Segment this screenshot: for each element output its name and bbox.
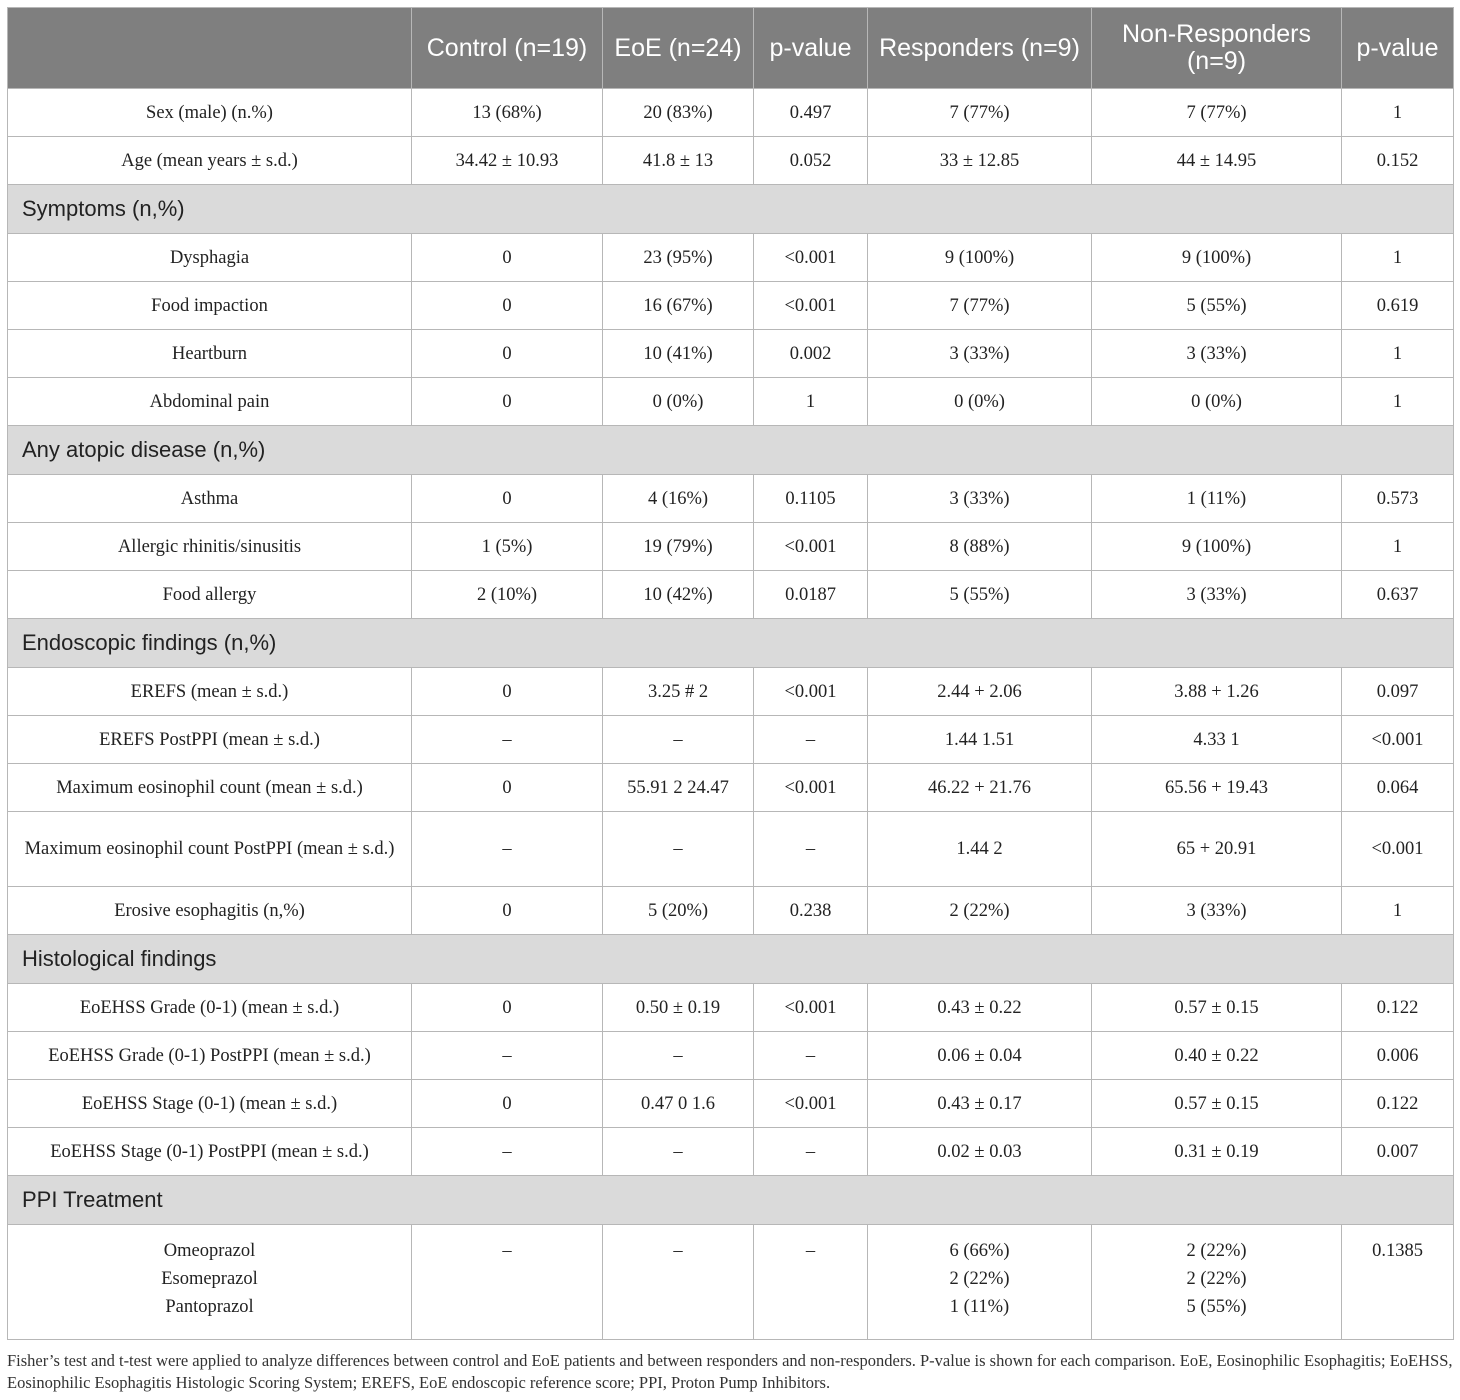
cell-p-value-1: 0.052 bbox=[754, 137, 868, 185]
cell-p-value-2: 0.637 bbox=[1342, 571, 1454, 619]
cell-p-value-2: 0.619 bbox=[1342, 282, 1454, 330]
table-row bbox=[8, 234, 1454, 282]
row-label: Food impaction bbox=[8, 282, 412, 330]
cell-eoe: – bbox=[603, 1032, 754, 1080]
cell-p-value-1: <0.001 bbox=[754, 984, 868, 1032]
cell-p-value-1: 0.0187 bbox=[754, 571, 868, 619]
cell-non-responders: 0 (0%) bbox=[1092, 378, 1342, 426]
section-title: Histological findings bbox=[8, 935, 1454, 984]
cell-control: 13 (68%) bbox=[412, 89, 603, 137]
table-row bbox=[8, 571, 1454, 619]
header-responders: Responders (n=9) bbox=[868, 8, 1092, 89]
cell-p-value-2: 1 bbox=[1342, 523, 1454, 571]
cell-eoe: – bbox=[603, 1225, 754, 1340]
cell-eoe: 20 (83%) bbox=[603, 89, 754, 137]
header-eoe: EoE (n=24) bbox=[603, 8, 754, 89]
header-control: Control (n=19) bbox=[412, 8, 603, 89]
cell-control: 0 bbox=[412, 887, 603, 935]
cell-eoe: 16 (67%) bbox=[603, 282, 754, 330]
cell-control: 2 (10%) bbox=[412, 571, 603, 619]
cell-eoe: – bbox=[603, 716, 754, 764]
table-row bbox=[8, 668, 1454, 716]
cell-non-responders: 3 (33%) bbox=[1092, 571, 1342, 619]
table-row bbox=[8, 1080, 1454, 1128]
row-label: EoEHSS Grade (0-1) (mean ± s.d.) bbox=[8, 984, 412, 1032]
cell-p-value-1: 0.002 bbox=[754, 330, 868, 378]
cell-non-responders: 3 (33%) bbox=[1092, 887, 1342, 935]
cell-responders: 0.06 ± 0.04 bbox=[868, 1032, 1092, 1080]
cell-eoe: 10 (42%) bbox=[603, 571, 754, 619]
row-label: Allergic rhinitis/sinusitis bbox=[8, 523, 412, 571]
cell-non-responders: 0.57 ± 0.15 bbox=[1092, 984, 1342, 1032]
cell-responders: 1.44 2 bbox=[868, 812, 1092, 887]
cell-p-value-2: 0.006 bbox=[1342, 1032, 1454, 1080]
table-footnote: Fisher’s test and t-test were applied to analyze differences between control and EoE patients and between responders and non-responders. P-value is shown for each comparison. EoE, Eosinophilic Esophagitis; EoEHSS, Eosinophilic Esophagitis Histologic Scoring System; EREFS, EoE endoscopic reference score; PPI, Proton Pump Inhibitors. bbox=[7, 1351, 1453, 1392]
header-empty bbox=[8, 8, 412, 89]
cell-control: – bbox=[412, 716, 603, 764]
row-label-line: Pantoprazol bbox=[165, 1297, 254, 1317]
cell-non-responders: 9 (100%) bbox=[1092, 523, 1342, 571]
row-label-line: Omeoprazol bbox=[163, 1241, 256, 1261]
cell-non-responders: 0.31 ± 0.19 bbox=[1092, 1128, 1342, 1176]
cell-responders: 7 (77%) bbox=[868, 89, 1092, 137]
cell-control: 1 (5%) bbox=[412, 523, 603, 571]
table-body bbox=[8, 89, 1454, 1340]
cell-p-value-2: 0.1385 bbox=[1342, 1225, 1454, 1340]
cell-responders: 9 (100%) bbox=[868, 234, 1092, 282]
cell-p-value-1: 0.238 bbox=[754, 887, 868, 935]
row-label: Asthma bbox=[8, 475, 412, 523]
cell-control: 0 bbox=[412, 330, 603, 378]
table-row bbox=[8, 282, 1454, 330]
cell-responders: 5 (55%) bbox=[868, 571, 1092, 619]
cell-eoe: 0.47 0 1.6 bbox=[603, 1080, 754, 1128]
cell-eoe: 23 (95%) bbox=[603, 234, 754, 282]
section-row bbox=[8, 935, 1454, 984]
section-row bbox=[8, 1176, 1454, 1225]
row-label: EoEHSS Stage (0-1) PostPPI (mean ± s.d.) bbox=[8, 1128, 412, 1176]
cell-responders: 3 (33%) bbox=[868, 330, 1092, 378]
cell-eoe: 10 (41%) bbox=[603, 330, 754, 378]
cell-responders-line: 6 (66%) bbox=[949, 1241, 1010, 1261]
cell-control: 34.42 ± 10.93 bbox=[412, 137, 603, 185]
cell-control: 0 bbox=[412, 1080, 603, 1128]
cell-p-value-2: 0.097 bbox=[1342, 668, 1454, 716]
cell-non-responders bbox=[1092, 1225, 1342, 1340]
row-label: Heartburn bbox=[8, 330, 412, 378]
table-row bbox=[8, 523, 1454, 571]
cell-responders: 8 (88%) bbox=[868, 523, 1092, 571]
cell-eoe: 55.91 2 24.47 bbox=[603, 764, 754, 812]
cell-p-value-2: 0.573 bbox=[1342, 475, 1454, 523]
cell-responders: 0.02 ± 0.03 bbox=[868, 1128, 1092, 1176]
section-row bbox=[8, 426, 1454, 475]
table-row bbox=[8, 716, 1454, 764]
section-title: Symptoms (n,%) bbox=[8, 185, 1454, 234]
table-row bbox=[8, 378, 1454, 426]
table-row bbox=[8, 887, 1454, 935]
cell-p-value-2: 0.122 bbox=[1342, 1080, 1454, 1128]
cell-responders: 0.43 ± 0.22 bbox=[868, 984, 1092, 1032]
row-label-line: Esomeprazol bbox=[161, 1269, 258, 1289]
cell-p-value-1: <0.001 bbox=[754, 668, 868, 716]
cell-responders: 46.22 + 21.76 bbox=[868, 764, 1092, 812]
row-label: Age (mean years ± s.d.) bbox=[8, 137, 412, 185]
cell-non-responders: 0.57 ± 0.15 bbox=[1092, 1080, 1342, 1128]
cell-control: – bbox=[412, 812, 603, 887]
cell-p-value-2: 1 bbox=[1342, 234, 1454, 282]
row-label: Abdominal pain bbox=[8, 378, 412, 426]
row-label: EoEHSS Stage (0-1) (mean ± s.d.) bbox=[8, 1080, 412, 1128]
cell-eoe: 0 (0%) bbox=[603, 378, 754, 426]
row-label: EREFS (mean ± s.d.) bbox=[8, 668, 412, 716]
cell-control: 0 bbox=[412, 378, 603, 426]
cell-responders: 3 (33%) bbox=[868, 475, 1092, 523]
row-label: Erosive esophagitis (n,%) bbox=[8, 887, 412, 935]
cell-control: – bbox=[412, 1128, 603, 1176]
table-row bbox=[8, 137, 1454, 185]
cell-p-value-2: 0.152 bbox=[1342, 137, 1454, 185]
cell-non-responders: 65 + 20.91 bbox=[1092, 812, 1342, 887]
cell-non-responders: 65.56 + 19.43 bbox=[1092, 764, 1342, 812]
cell-control: 0 bbox=[412, 984, 603, 1032]
row-label: Food allergy bbox=[8, 571, 412, 619]
cell-p-value-2: 1 bbox=[1342, 378, 1454, 426]
cell-non-responders: 1 (11%) bbox=[1092, 475, 1342, 523]
table-row bbox=[8, 984, 1454, 1032]
row-label: Maximum eosinophil count (mean ± s.d.) bbox=[8, 764, 412, 812]
cell-p-value-2: 0.064 bbox=[1342, 764, 1454, 812]
cell-responders: 1.44 1.51 bbox=[868, 716, 1092, 764]
table-row bbox=[8, 1128, 1454, 1176]
table-row bbox=[8, 1032, 1454, 1080]
cell-eoe: 0.50 ± 0.19 bbox=[603, 984, 754, 1032]
cell-responders: 2 (22%) bbox=[868, 887, 1092, 935]
cell-p-value-2: 1 bbox=[1342, 887, 1454, 935]
cell-non-responders-line: 2 (22%) bbox=[1186, 1241, 1247, 1261]
cell-eoe: 3.25 # 2 bbox=[603, 668, 754, 716]
cell-control: – bbox=[412, 1032, 603, 1080]
cell-p-value-1: <0.001 bbox=[754, 523, 868, 571]
table-row bbox=[8, 764, 1454, 812]
cell-eoe: – bbox=[603, 1128, 754, 1176]
table-row bbox=[8, 475, 1454, 523]
cell-non-responders: 9 (100%) bbox=[1092, 234, 1342, 282]
cell-p-value-1: <0.001 bbox=[754, 282, 868, 330]
cell-responders: 0.43 ± 0.17 bbox=[868, 1080, 1092, 1128]
cell-p-value-1: – bbox=[754, 1128, 868, 1176]
cell-non-responders: 5 (55%) bbox=[1092, 282, 1342, 330]
cell-non-responders: 44 ± 14.95 bbox=[1092, 137, 1342, 185]
cell-control: 0 bbox=[412, 282, 603, 330]
cell-p-value-2: 0.122 bbox=[1342, 984, 1454, 1032]
cell-control: 0 bbox=[412, 764, 603, 812]
cell-responders: 2.44 + 2.06 bbox=[868, 668, 1092, 716]
table-row bbox=[8, 1225, 1454, 1340]
cell-p-value-2: <0.001 bbox=[1342, 812, 1454, 887]
row-label: Dysphagia bbox=[8, 234, 412, 282]
row-label: EREFS PostPPI (mean ± s.d.) bbox=[8, 716, 412, 764]
section-title: Any atopic disease (n,%) bbox=[8, 426, 1454, 475]
characteristics-table bbox=[7, 7, 1454, 1340]
row-label: Sex (male) (n.%) bbox=[8, 89, 412, 137]
cell-control: 0 bbox=[412, 668, 603, 716]
table-row bbox=[8, 89, 1454, 137]
cell-p-value-1: 1 bbox=[754, 378, 868, 426]
cell-non-responders: 0.40 ± 0.22 bbox=[1092, 1032, 1342, 1080]
cell-p-value-1: 0.497 bbox=[754, 89, 868, 137]
cell-non-responders-line: 2 (22%) bbox=[1186, 1269, 1247, 1289]
cell-non-responders-line: 5 (55%) bbox=[1186, 1297, 1247, 1317]
cell-responders bbox=[868, 1225, 1092, 1340]
cell-responders-line: 2 (22%) bbox=[949, 1269, 1010, 1289]
row-label: Maximum eosinophil count PostPPI (mean ± s.d.) bbox=[8, 812, 412, 887]
header-row bbox=[8, 8, 1454, 89]
cell-eoe: 41.8 ± 13 bbox=[603, 137, 754, 185]
cell-eoe: – bbox=[603, 812, 754, 887]
cell-responders: 33 ± 12.85 bbox=[868, 137, 1092, 185]
header-non-responders: Non-Responders (n=9) bbox=[1092, 8, 1342, 89]
cell-eoe: 4 (16%) bbox=[603, 475, 754, 523]
row-label bbox=[8, 1225, 412, 1340]
cell-non-responders: 3.88 + 1.26 bbox=[1092, 668, 1342, 716]
cell-p-value-2: 0.007 bbox=[1342, 1128, 1454, 1176]
cell-p-value-1: <0.001 bbox=[754, 764, 868, 812]
section-title: Endoscopic findings (n,%) bbox=[8, 619, 1454, 668]
cell-p-value-1: – bbox=[754, 1225, 868, 1340]
row-label: EoEHSS Grade (0-1) PostPPI (mean ± s.d.) bbox=[8, 1032, 412, 1080]
header-p-value-1: p-value bbox=[754, 8, 868, 89]
cell-control: 0 bbox=[412, 475, 603, 523]
cell-p-value-2: 1 bbox=[1342, 89, 1454, 137]
cell-control: 0 bbox=[412, 234, 603, 282]
cell-p-value-1: 0.1105 bbox=[754, 475, 868, 523]
cell-non-responders: 4.33 1 bbox=[1092, 716, 1342, 764]
cell-p-value-2: 1 bbox=[1342, 330, 1454, 378]
cell-p-value-1: – bbox=[754, 1032, 868, 1080]
section-row bbox=[8, 619, 1454, 668]
cell-p-value-1: <0.001 bbox=[754, 234, 868, 282]
cell-p-value-1: <0.001 bbox=[754, 1080, 868, 1128]
cell-eoe: 19 (79%) bbox=[603, 523, 754, 571]
cell-control: – bbox=[412, 1225, 603, 1340]
cell-p-value-2: <0.001 bbox=[1342, 716, 1454, 764]
cell-p-value-1: – bbox=[754, 716, 868, 764]
cell-responders: 0 (0%) bbox=[868, 378, 1092, 426]
cell-non-responders: 7 (77%) bbox=[1092, 89, 1342, 137]
table-row bbox=[8, 330, 1454, 378]
cell-responders-line: 1 (11%) bbox=[949, 1297, 1010, 1317]
table-row bbox=[8, 812, 1454, 887]
cell-eoe: 5 (20%) bbox=[603, 887, 754, 935]
cell-non-responders: 3 (33%) bbox=[1092, 330, 1342, 378]
section-row bbox=[8, 185, 1454, 234]
header-p-value-2: p-value bbox=[1342, 8, 1454, 89]
cell-p-value-1: – bbox=[754, 812, 868, 887]
section-title: PPI Treatment bbox=[8, 1176, 1454, 1225]
cell-responders: 7 (77%) bbox=[868, 282, 1092, 330]
